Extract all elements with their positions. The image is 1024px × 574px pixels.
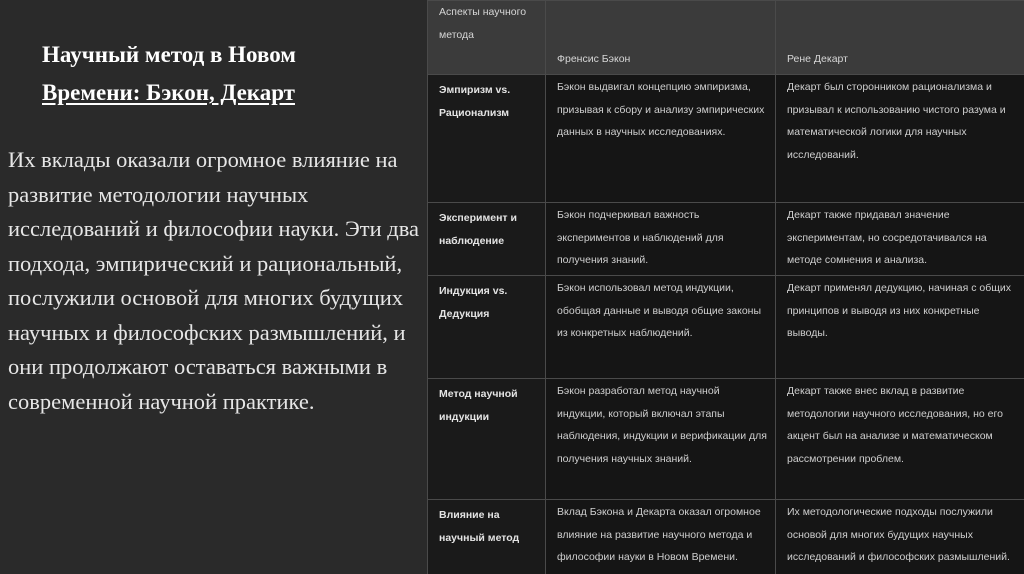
row-bacon-cell: Бэкон разработал метод научной индукции, который включал этапы наблюдения, индукции и верификации для получения научных знаний.: [546, 379, 776, 500]
row-aspect: Эксперимент и наблюдение: [428, 203, 546, 276]
slide-body-text: Их вклады оказали огромное влияние на развитие методологии научных исследований и философии науки. Эти два подхода, эмпирический и рациональный, послужили основой для многих будущих научных и философских размышлений, и они продолжают оставаться важными в современной научной практике.: [8, 147, 420, 414]
row-bacon-cell: Бэкон выдвигал концепцию эмпиризма, призывая к сбору и анализу эмпирических данных в научных исследованиях.: [546, 75, 776, 203]
row-descartes-cell: Декарт также внес вклад в развитие методологии научного исследования, но его акцент был на анализе и математическом рассмотрении проблем.: [776, 379, 1024, 500]
row-descartes-cell: Декарт применял дедукцию, начиная с общих принципов и выводя из них конкретные выводы.: [776, 276, 1024, 379]
row-bacon-cell: Вклад Бэкона и Декарта оказал огромное влияние на развитие научного метода и философии науки в Новом Времени.: [546, 500, 776, 574]
row-bacon-cell: Бэкон использовал метод индукции, обобщая данные и выводя общие законы из конкретных наблюдений.: [546, 276, 776, 379]
header-aspects: Аспекты научного метода: [428, 1, 546, 75]
row-aspect: Влияние на научный метод: [428, 500, 546, 574]
row-aspect: Индукция vs. Дедукция: [428, 276, 546, 379]
slide-title: [42, 36, 412, 112]
row-aspect: Эмпиризм vs. Рационализм: [428, 75, 546, 203]
table-row: [428, 379, 1024, 500]
comparison-table: [427, 0, 1024, 574]
table-row: [428, 75, 1024, 203]
table-row: [428, 203, 1024, 276]
title-line-1: Научный метод в Новом: [42, 42, 296, 67]
header-descartes: Рене Декарт: [776, 1, 1024, 75]
row-descartes-cell: Декарт также придавал значение экспериментам, но сосредотачивался на методе сомнения и анализа.: [776, 203, 1024, 276]
text-panel: [0, 0, 427, 574]
row-aspect: Метод научной индукции: [428, 379, 546, 500]
row-descartes-cell: Декарт был сторонником рационализма и призывал к использованию чистого разума и математической логики для научных исследований.: [776, 75, 1024, 203]
header-bacon: Френсис Бэкон: [546, 1, 776, 75]
table-row: [428, 500, 1024, 574]
row-bacon-cell: Бэкон подчеркивал важность экспериментов и наблюдений для получения знаний.: [546, 203, 776, 276]
title-line-2: Времени: Бэкон, Декарт: [42, 80, 295, 105]
table-header-row: [428, 1, 1024, 75]
comparison-table-panel: [427, 0, 1024, 574]
table-row: [428, 276, 1024, 379]
row-descartes-cell: Их методологические подходы послужили основой для многих будущих научных исследований и философских размышлений.: [776, 500, 1024, 574]
